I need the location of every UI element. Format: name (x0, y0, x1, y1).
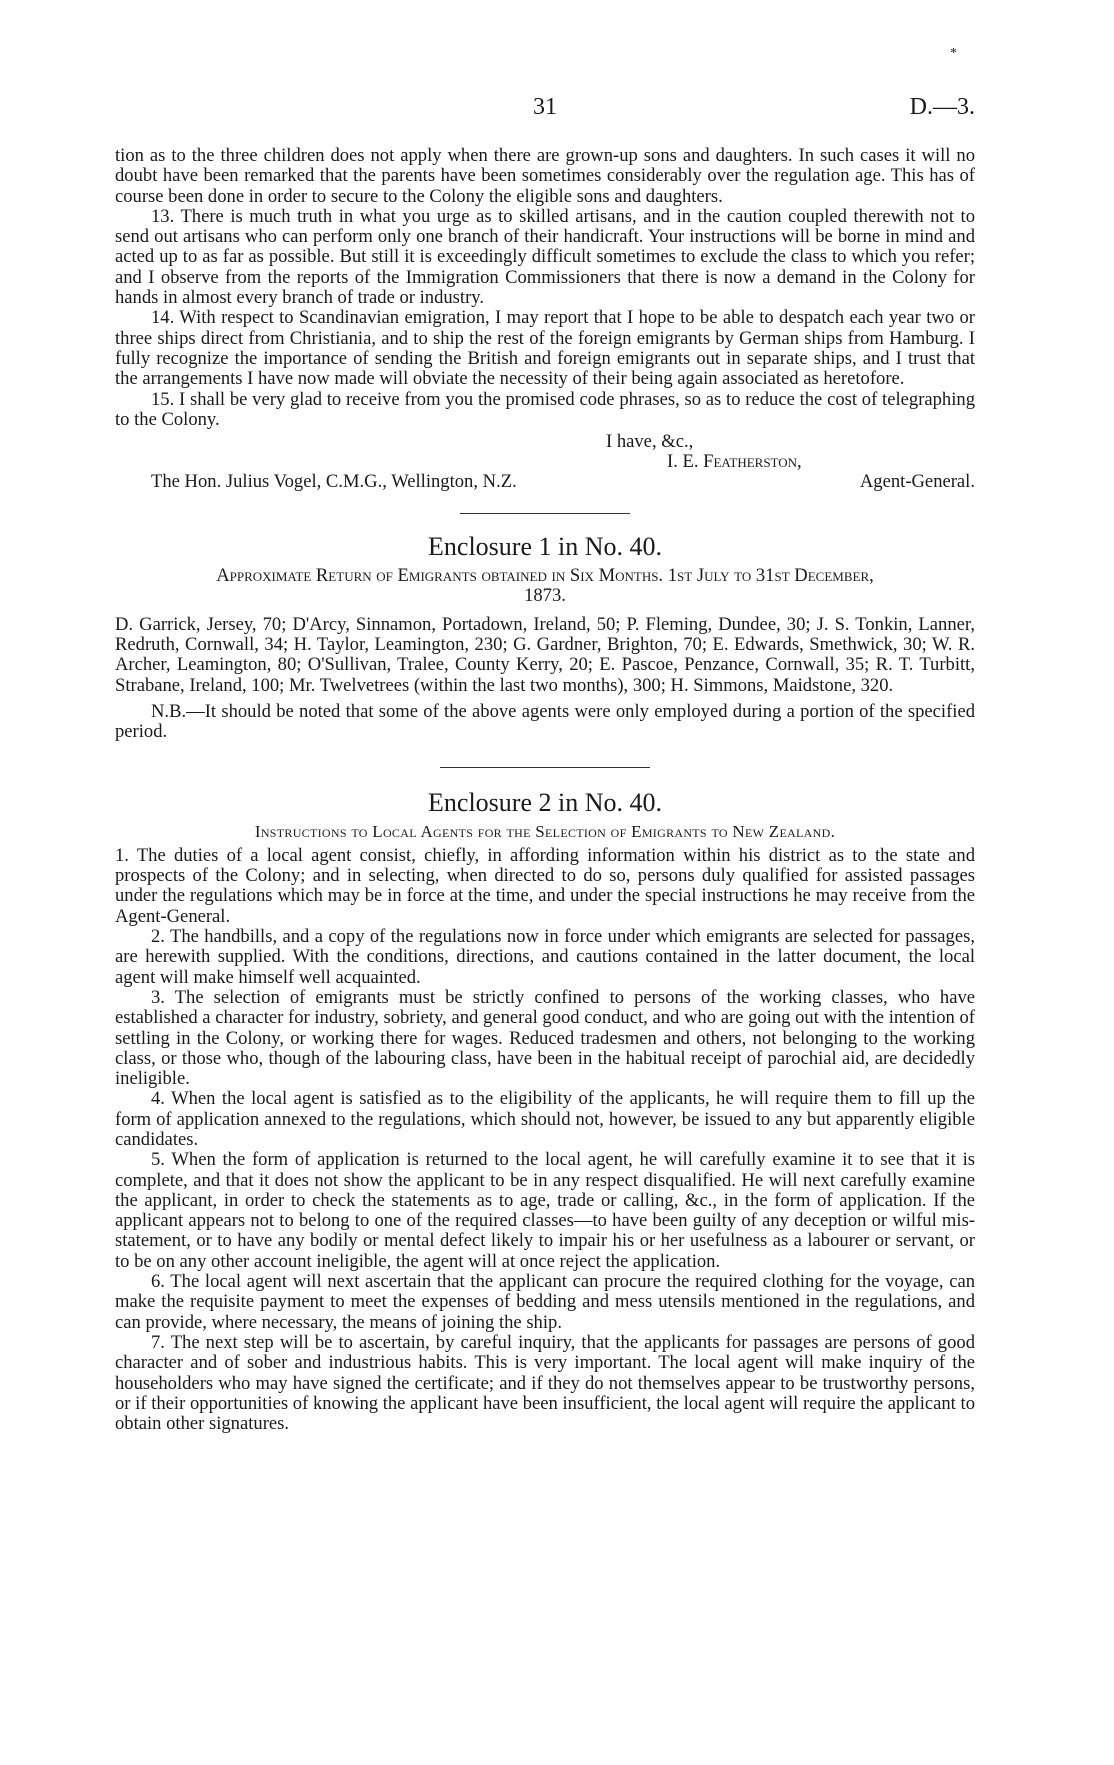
signature-signer: I. E. Featherston, (667, 451, 802, 473)
document-reference: D.—3. (909, 94, 975, 120)
page-number: 31 (533, 94, 557, 120)
section-divider (460, 513, 630, 514)
instruction-item: 6. The local agent will next ascertain that the applicant can procure the required clothing for the voyage, can make the requisite payment to meet the expenses of bedding and mess utensils mentioned in the regulations, and can provide, where necessary, the means of joining the ship. (115, 1271, 975, 1333)
enclosure-2-subtitle: Instructions to Local Agents for the Selection of Emigrants to New Zealand. (254, 821, 836, 841)
instruction-item: 2. The handbills, and a copy of the regulations now in force under which emigrants are selected for passages, are herewith supplied. With the conditions, directions, and cautions contained in the latter document, the local agent will make himself well acquainted. (115, 926, 975, 988)
instruction-item: 4. When the local agent is satisfied as to the eligibility of the applicants, he will require them to fill up the form of application annexed to the regulations, which should not, however, be issued to any but apparently eligible candidates. (115, 1088, 975, 1150)
body-text (115, 146, 975, 1434)
section-divider (440, 767, 650, 768)
enclosure-1-return-list: D. Garrick, Jersey, 70; D'Arcy, Sinnamon, Portadown, Ireland, 50; P. Fleming, Dundee, 30; J. S. Tonkin, Lanner, Redruth, Cornwall, 34; H. Taylor, Leamington, 230; G. Gardner, Brighton, 70; E. Edwards, Smethwick, 30; W. R. Archer, Leamington, 80; O'Sullivan, Tralee, County Kerry, 20; E. Pascoe, Penzance, Cornwall, 35; R. T. Turbitt, Strabane, Ireland, 100; Mr. Twelvetrees (within the last two months), 300; H. Simmons, Maidstone, 320. (115, 613, 975, 696)
enclosure-1-heading: Enclosure 1 in No. 40. (428, 532, 662, 562)
enclosure-1-note: N.B.—It should be noted that some of the above agents were only employed during a portion of the specified period. (115, 700, 975, 743)
corner-mark: * (950, 46, 957, 61)
paragraph-14: 14. With respect to Scandinavian emigration, I may report that I hope to be able to despatch each year two or three ships direct from Christiania, and to ship the rest of the foreign emigrants by German ships from Hamburg. I fully recognize the importance of sending the British and foreign emigrants out in separate ships, and I trust that the arrangements I have now made will obviate the necessity of their being again associated as heretofore. (115, 307, 975, 390)
instruction-item: 1. The duties of a local agent consist, chiefly, in affording information within his district as to the state and prospects of the Colony; and in selecting, when directed to do so, persons duly qualified for assisted passages under the regulations which may be in force at the time, and under the special instructions he may receive from the Agent-General. (115, 844, 975, 927)
paragraph-15: 15. I shall be very glad to receive from you the promised code phrases, so as to reduce the cost of telegraphing to the Colony. (115, 388, 975, 430)
signature-addressee: The Hon. Julius Vogel, C.M.G., Wellington, N.Z. (151, 471, 517, 493)
instruction-item: 7. The next step will be to ascertain, by careful inquiry, that the applicants for passages are persons of good character and of sober and industrious habits. This is very important. The local agent will make inquiry of the householders who may have signed the certificate; and if they do not themselves appear to be trustworthy persons, or if their opportunities of knowing the applicant have been insufficient, the local agent will require the applicant to obtain other signatures. (115, 1331, 975, 1435)
instruction-item: 3. The selection of emigrants must be strictly confined to persons of the working classes, who have established a character for industry, sobriety, and general good conduct, and who are going out with the intention of settling in the Colony, or working there for wages. Reduced tradesmen and others, not belonging to the working class, or those who, though of the labouring class, have been in the habitual receipt of parochial aid, are decidedly ineligible. (115, 986, 975, 1090)
signature-title: Agent-General. (859, 471, 975, 493)
enclosure-1-subtitle-year: 1873. (524, 585, 566, 607)
paragraph-12-continued: tion as to the three children does not apply when there are grown-up sons and daughters. In such cases it will no doubt have been remarked that the parents have been sometimes considerably over the regulation age. This has of course been done in order to secure to the Colony the eligible sons and daughters. (115, 145, 975, 207)
page-header (115, 94, 975, 124)
instruction-item: 5. When the form of application is returned to the local agent, he will carefully examine it to see that it is complete, and that it does not show the applicant to be in any respect disqualified. He will next carefully examine the applicant, in order to check the statements as to age, trade or calling, &c., in the form of application. If the applicant appears not to belong to one of the required classes—to have been guilty of any deception or wilful mis-statement, or to have any bodily or mental defect likely to impair his or her usefulness as a labourer or servant, or to be on any other account ineligible, the agent will at once reject the application. (115, 1149, 975, 1272)
signature-closing: I have, &c., (606, 431, 694, 453)
enclosure-1-subtitle-line: Approximate Return of Emigrants obtained in Six Months. 1st July to 31st December, (216, 565, 874, 587)
enclosure-1-subtitle (115, 566, 975, 607)
signature-block (115, 432, 975, 493)
document-page (115, 0, 975, 1765)
paragraph-13: 13. There is much truth in what you urge as to skilled artisans, and in the caution coupled therewith not to send out artisans who can perform only one branch of their handicraft. Your instructions will be borne in mind and acted up to as far as possible. But still it is exceedingly difficult sometimes to exclude the class to which you refer; and I observe from the reports of the Immigration Commissioners that there is now a demand in the Colony for hands in almost every branch of trade or industry. (115, 205, 975, 309)
enclosure-2-heading: Enclosure 2 in No. 40. (428, 787, 662, 817)
